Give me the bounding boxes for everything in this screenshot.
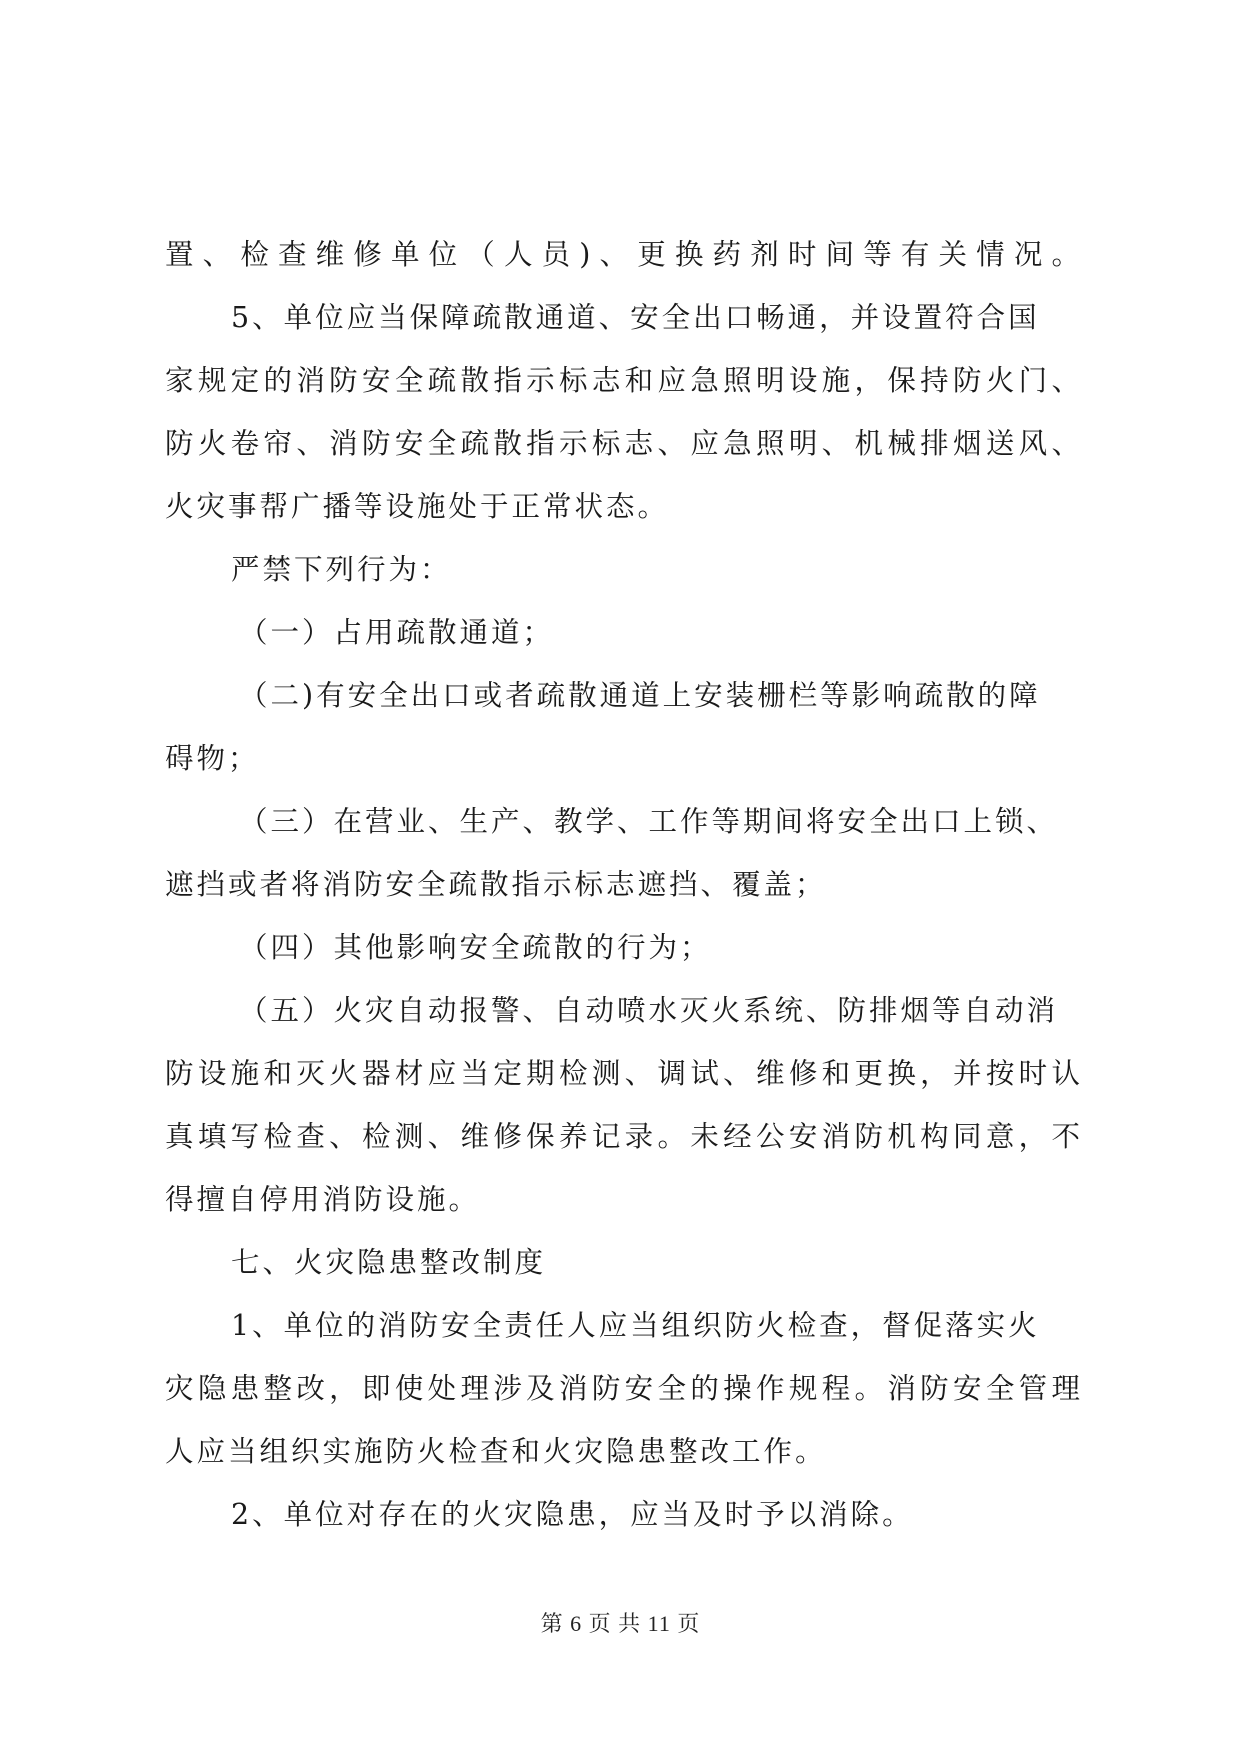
text-line: （四）其他影响安全疏散的行为； [239,931,712,964]
text-line: 真填写检查、检测、维修保养记录。未经公安消防机构同意，不 [165,1120,1080,1153]
text-line: 2、单位对存在的火灾隐患，应当及时予以消除。 [231,1498,914,1531]
text-line: 1、单位的消防安全责任人应当组织防火检查，督促落实火 [231,1309,1040,1342]
document-body [165,223,1080,1546]
text-line: 遮挡或者将消防安全疏散指示标志遮挡、覆盖； [165,868,827,901]
text-line: （三）在营业、生产、教学、工作等期间将安全出口上锁、 [239,805,1059,838]
text-line: 得擅自停用消防设施。 [165,1183,481,1216]
section-heading: 七、火灾隐患整改制度 [231,1246,547,1279]
text-line: 家规定的消防安全疏散指示标志和应急照明设施，保持防火门、 [165,364,1080,397]
text-line: 人应当组织实施防火检查和火灾隐患整改工作。 [165,1435,827,1468]
text-line: 严禁下列行为： [231,553,452,586]
text-line: 防火卷帘、消防安全疏散指示标志、应急照明、机械排烟送风、 [165,427,1080,460]
text-line: （二)有安全出口或者疏散通道上安装栅栏等影响疏散的障 [239,679,1041,712]
text-line: 防设施和灭火器材应当定期检测、调试、维修和更换，并按时认 [165,1057,1080,1090]
text-line: （五）火灾自动报警、自动喷水灭火系统、防排烟等自动消 [239,994,1059,1027]
text-line: 5、单位应当保障疏散通道、安全出口畅通，并设置符合国 [231,301,1040,334]
text-line: 火灾事帮广播等设施处于正常状态。 [165,490,670,523]
page-number-footer: 第 6 页 共 11 页 [540,1611,701,1636]
text-line: 灾隐患整改，即使处理涉及消防安全的操作规程。消防安全管理 [165,1372,1080,1405]
text-line: 碍物； [165,742,260,775]
text-line: （一）占用疏散通道； [239,616,555,649]
text-line: 置、检查维修单位（人员)、更换药剂时间等有关情况。 [165,238,1080,271]
